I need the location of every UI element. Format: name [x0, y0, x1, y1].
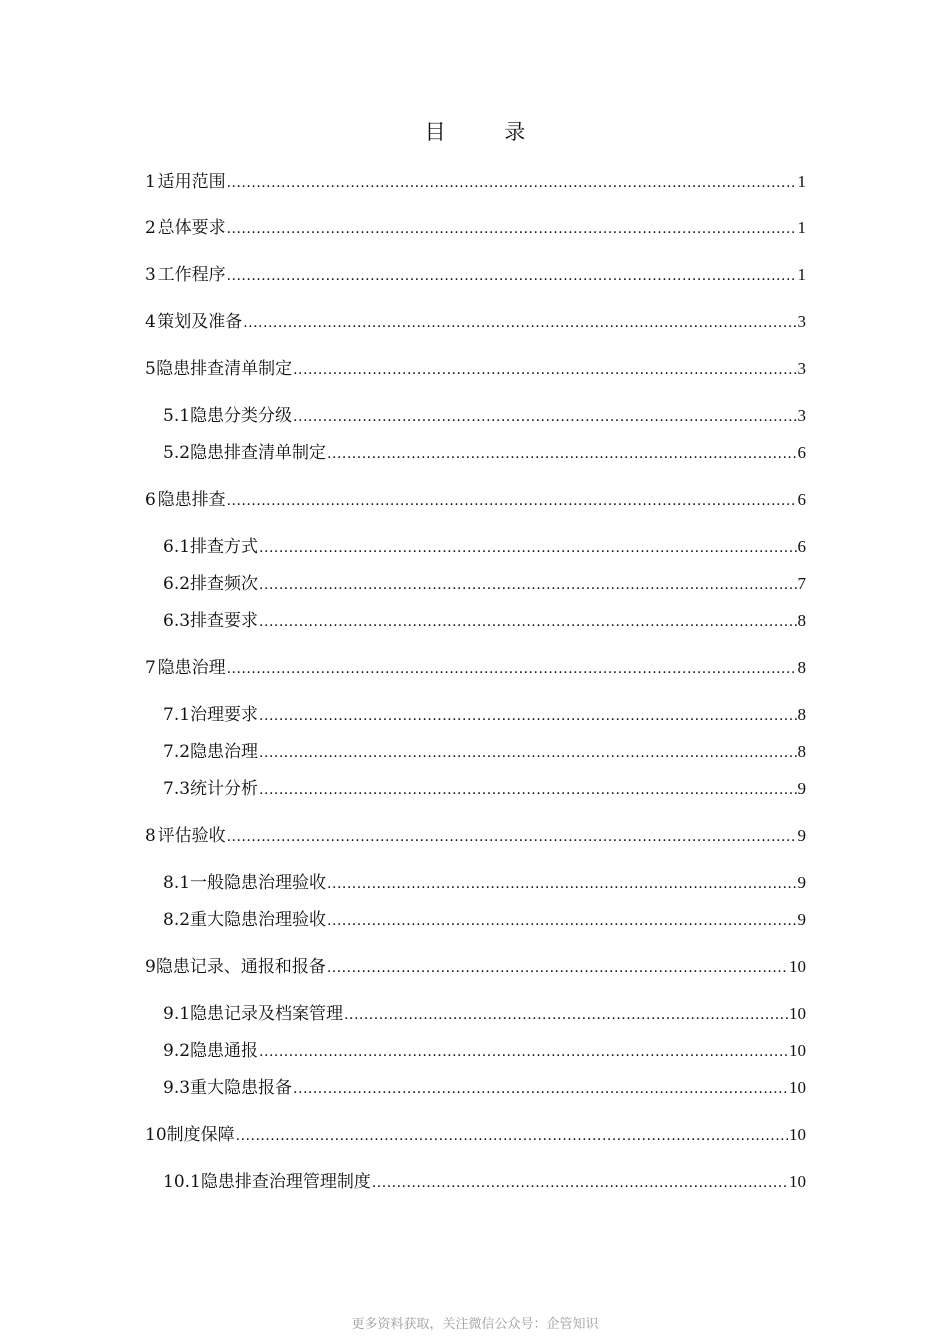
- toc-entry-9[interactable]: [145, 956, 806, 979]
- toc-leader-dots: [293, 359, 796, 381]
- toc-entry-6-1[interactable]: [163, 536, 806, 559]
- toc-entry-label: 隐患排查清单制定: [156, 359, 293, 379]
- toc-entry-page: 1: [797, 265, 806, 284]
- toc-entry-label: 隐患排查清单制定: [190, 443, 327, 463]
- toc-entry-number: 9.2: [163, 1041, 191, 1061]
- footer-note: 更多资料获取，关注微信公众号：企管知识: [351, 1317, 599, 1332]
- toc-entry-page: 10: [789, 1125, 806, 1144]
- toc-entry-page: 8: [797, 658, 806, 677]
- toc-leader-dots: [344, 1004, 788, 1026]
- toc-entry-label: 隐患记录及档案管理: [190, 1004, 344, 1024]
- toc-leader-dots: [293, 1078, 788, 1100]
- toc-leader-dots: [259, 742, 796, 764]
- toc-entry-label: 隐患治理: [190, 742, 259, 762]
- toc-leader-dots: [372, 1172, 788, 1194]
- toc-leader-dots: [259, 574, 796, 596]
- toc-entry-number: 7.1: [163, 705, 191, 725]
- toc-leader-dots: [227, 490, 797, 512]
- toc-entry-5-2[interactable]: [163, 442, 806, 465]
- toc-entry-3[interactable]: [145, 264, 806, 287]
- toc-entry-label: 工作程序: [157, 265, 226, 285]
- toc-entry-label: 隐患通报: [190, 1041, 259, 1061]
- toc-leader-dots: [227, 658, 797, 680]
- toc-entry-label: 总体要求: [157, 218, 226, 238]
- toc-entry-2[interactable]: [145, 217, 806, 240]
- toc-entry-10-1[interactable]: [163, 1171, 806, 1194]
- toc-entry-page: 10: [789, 1004, 806, 1023]
- toc-entry-page: 3: [797, 359, 806, 378]
- toc-entry-page: 10: [789, 1078, 806, 1097]
- toc-entry-label: 制度保障: [166, 1125, 235, 1145]
- toc-title: 目 录: [424, 120, 552, 144]
- toc-leader-dots: [243, 312, 796, 334]
- toc-leader-dots: [327, 873, 796, 895]
- toc-entry-number: 9: [145, 957, 156, 977]
- toc-entry-number: 1: [145, 172, 156, 192]
- toc-leader-dots: [327, 910, 796, 932]
- toc-entry-number: 2: [145, 218, 156, 238]
- toc-leader-dots: [259, 705, 796, 727]
- toc-entry-label: 隐患分类分级: [190, 406, 293, 426]
- toc-entry-number: 8: [145, 826, 156, 846]
- toc-entry-number: 8.2: [163, 910, 191, 930]
- toc-entry-8-1[interactable]: [163, 872, 806, 895]
- toc-entry-7-3[interactable]: [163, 778, 806, 801]
- toc-entry-7-2[interactable]: [163, 741, 806, 764]
- toc-entry-6[interactable]: [145, 489, 806, 512]
- toc-leader-dots: [293, 406, 796, 428]
- toc-entry-page: 1: [797, 218, 806, 237]
- toc-entry-page: 6: [797, 443, 806, 462]
- toc-entry-1[interactable]: [145, 171, 806, 194]
- toc-entry-9-3[interactable]: [163, 1077, 806, 1100]
- toc-entry-label: 重大隐患治理验收: [190, 910, 327, 930]
- toc-leader-dots: [227, 172, 797, 194]
- toc-entry-page: 1: [797, 172, 806, 191]
- toc-entry-page: 8: [797, 742, 806, 761]
- toc-entry-number: 6.3: [163, 611, 191, 631]
- toc-entry-5-1[interactable]: [163, 405, 806, 428]
- toc-entry-number: 9.3: [163, 1078, 191, 1098]
- toc-entry-number: 10.1: [163, 1172, 201, 1192]
- toc-entry-number: 6.2: [163, 574, 191, 594]
- toc-entry-label: 排查要求: [190, 611, 259, 631]
- toc-entry-number: 6: [145, 490, 156, 510]
- toc-entry-label: 评估验收: [157, 826, 226, 846]
- toc-entry-9-1[interactable]: [163, 1003, 806, 1026]
- toc-entry-label: 统计分析: [190, 779, 259, 799]
- toc-entry-number: 7.2: [163, 742, 191, 762]
- toc-entry-number: 9.1: [163, 1004, 191, 1024]
- toc-leader-dots: [227, 218, 797, 240]
- toc-entry-number: 5.1: [163, 406, 191, 426]
- toc-entry-number: 6.1: [163, 537, 191, 557]
- toc-leader-dots: [259, 611, 796, 633]
- toc-entry-label: 重大隐患报备: [190, 1078, 293, 1098]
- toc-entry-5[interactable]: [145, 358, 806, 381]
- toc-entry-page: 9: [797, 826, 806, 845]
- toc-entry-9-2[interactable]: [163, 1040, 806, 1063]
- toc-entry-number: 10: [145, 1125, 167, 1145]
- toc-entry-page: 6: [797, 537, 806, 556]
- toc-entry-page: 8: [797, 611, 806, 630]
- toc-entry-8-2[interactable]: [163, 909, 806, 932]
- toc-entry-label: 隐患排查: [157, 490, 226, 510]
- toc-leader-dots: [236, 1125, 788, 1147]
- toc-leader-dots: [259, 779, 796, 801]
- toc-entry-page: 6: [797, 490, 806, 509]
- toc-entry-page: 9: [797, 779, 806, 798]
- toc-entry-number: 8.1: [163, 873, 191, 893]
- toc-entry-page: 3: [797, 406, 806, 425]
- toc-entry-label: 适用范围: [157, 172, 226, 192]
- toc-entry-page: 8: [797, 705, 806, 724]
- toc-entry-7[interactable]: [145, 657, 806, 680]
- toc-entry-label: 隐患记录、通报和报备: [155, 957, 326, 977]
- toc-entry-label: 排查方式: [190, 537, 259, 557]
- toc-entry-page: 9: [797, 873, 806, 892]
- toc-entry-page: 7: [797, 574, 806, 593]
- toc-entry-label: 一般隐患治理验收: [190, 873, 327, 893]
- toc-leader-dots: [227, 826, 797, 848]
- toc-leader-dots: [327, 443, 796, 465]
- toc-entry-6-3[interactable]: [163, 610, 806, 633]
- toc-entry-7-1[interactable]: [163, 704, 806, 727]
- toc-entry-10[interactable]: [145, 1124, 806, 1147]
- toc-entry-page: 10: [789, 1172, 806, 1191]
- toc-entry-number: 7: [145, 658, 156, 678]
- toc-entry-page: 9: [797, 910, 806, 929]
- toc-entry-label: 隐患排查治理管理制度: [200, 1172, 371, 1192]
- toc-entry-4[interactable]: [145, 311, 806, 334]
- toc-leader-dots: [259, 537, 796, 559]
- toc-entry-number: 4: [145, 312, 156, 332]
- toc-entry-number: 5.2: [163, 443, 191, 463]
- toc-leader-dots: [327, 957, 788, 979]
- toc-entry-page: 10: [789, 1041, 806, 1060]
- toc-entry-page: 10: [789, 957, 806, 976]
- toc-entry-8[interactable]: [145, 825, 806, 848]
- toc-entry-page: 3: [797, 312, 806, 331]
- toc-entry-label: 治理要求: [190, 705, 259, 725]
- toc-leader-dots: [259, 1041, 788, 1063]
- toc-entry-number: 3: [145, 265, 156, 285]
- toc-leader-dots: [227, 265, 797, 287]
- toc-entry-number: 5: [145, 359, 156, 379]
- toc-entry-6-2[interactable]: [163, 573, 806, 596]
- toc-entry-label: 策划及准备: [157, 312, 243, 332]
- toc-entry-label: 隐患治理: [157, 658, 226, 678]
- toc-entry-number: 7.3: [163, 779, 191, 799]
- toc-entry-label: 排查频次: [190, 574, 259, 594]
